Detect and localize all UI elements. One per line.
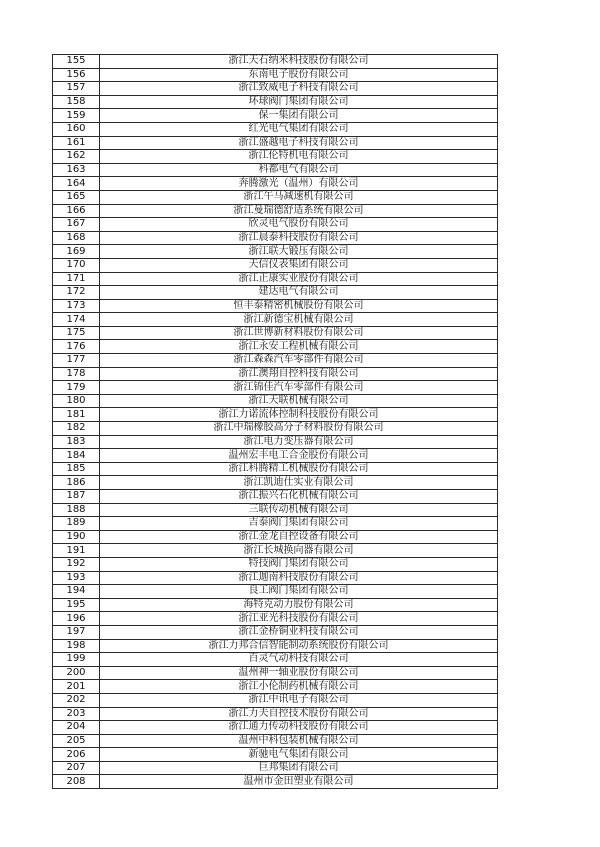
company-name-cell: 恒丰泰精密机械股份有限公司 [100, 299, 498, 313]
table-row [53, 122, 498, 136]
table-row [53, 422, 498, 436]
row-number-cell: 172 [53, 286, 100, 300]
company-name-cell: 浙江长城换向器有限公司 [100, 544, 498, 558]
row-number-cell: 166 [53, 204, 100, 218]
row-number-cell: 158 [53, 95, 100, 109]
row-number-cell: 188 [53, 503, 100, 517]
table-row [53, 354, 498, 368]
row-number-cell: 194 [53, 585, 100, 599]
company-name-cell: 浙江天石纳米科技股份有限公司 [100, 55, 498, 69]
row-number-cell: 171 [53, 272, 100, 286]
row-number-cell: 157 [53, 82, 100, 96]
company-name-cell: 红光电气集团有限公司 [100, 122, 498, 136]
table-row [53, 326, 498, 340]
company-name-cell: 三联传动机械有限公司 [100, 503, 498, 517]
company-name-cell: 吉泰阀门集团有限公司 [100, 517, 498, 531]
company-name-cell: 浙江世博新材料股份有限公司 [100, 326, 498, 340]
row-number-cell: 186 [53, 476, 100, 490]
row-number-cell: 170 [53, 258, 100, 272]
row-number-cell: 155 [53, 55, 100, 69]
row-number-cell: 169 [53, 245, 100, 259]
table-row [53, 598, 498, 612]
company-name-cell: 浙江亚光科技股份有限公司 [100, 612, 498, 626]
table-row [53, 408, 498, 422]
table-row [53, 190, 498, 204]
company-name-cell: 良工阀门集团有限公司 [100, 585, 498, 599]
row-number-cell: 195 [53, 598, 100, 612]
company-name-cell: 浙江通力传动科技股份有限公司 [100, 721, 498, 735]
row-number-cell: 160 [53, 122, 100, 136]
table-row [53, 653, 498, 667]
row-number-cell: 206 [53, 748, 100, 762]
company-name-cell: 浙江午马减速机有限公司 [100, 190, 498, 204]
table-row [53, 177, 498, 191]
company-name-cell: 浙江凯迪仕实业有限公司 [100, 476, 498, 490]
table-row [53, 299, 498, 313]
table-row [53, 109, 498, 123]
row-number-cell: 164 [53, 177, 100, 191]
company-name-cell: 特技阀门集团有限公司 [100, 557, 498, 571]
row-number-cell: 191 [53, 544, 100, 558]
row-number-cell: 197 [53, 625, 100, 639]
company-name-cell: 浙江永安工程机械有限公司 [100, 340, 498, 354]
company-name-cell: 巨邦集团有限公司 [100, 761, 498, 775]
row-number-cell: 184 [53, 449, 100, 463]
row-number-cell: 208 [53, 775, 100, 789]
table-row [53, 286, 498, 300]
row-number-cell: 185 [53, 462, 100, 476]
table-row [53, 163, 498, 177]
company-name-cell: 浙江新德宝机械有限公司 [100, 313, 498, 327]
table-row [53, 625, 498, 639]
company-name-cell: 建达电气有限公司 [100, 286, 498, 300]
company-name-cell: 浙江力诺流体控制科技股份有限公司 [100, 408, 498, 422]
table-row [53, 95, 498, 109]
table-row [53, 231, 498, 245]
company-name-cell: 浙江联大锻压有限公司 [100, 245, 498, 259]
row-number-cell: 174 [53, 313, 100, 327]
row-number-cell: 162 [53, 150, 100, 164]
row-number-cell: 192 [53, 557, 100, 571]
table-row [53, 82, 498, 96]
row-number-cell: 200 [53, 666, 100, 680]
table-row [53, 680, 498, 694]
company-name-cell: 浙江中瑞橡胶高分子材料股份有限公司 [100, 422, 498, 436]
row-number-cell: 187 [53, 490, 100, 504]
table-row [53, 55, 498, 69]
company-name-cell: 百灵气动科技有限公司 [100, 653, 498, 667]
table-row [53, 462, 498, 476]
table-row [53, 150, 498, 164]
company-name-cell: 天信仪表集团有限公司 [100, 258, 498, 272]
table-row [53, 435, 498, 449]
company-name-cell: 浙江致威电子科技有限公司 [100, 82, 498, 96]
row-number-cell: 175 [53, 326, 100, 340]
table-row [53, 612, 498, 626]
table-row [53, 258, 498, 272]
company-name-cell: 浙江澳翔自控科技有限公司 [100, 367, 498, 381]
table-row [53, 313, 498, 327]
company-name-cell: 浙江森森汽车零部件有限公司 [100, 354, 498, 368]
table-row [53, 775, 498, 789]
table-row [53, 585, 498, 599]
table-row [53, 394, 498, 408]
company-name-cell: 浙江天联机械有限公司 [100, 394, 498, 408]
table-row [53, 503, 498, 517]
table-row [53, 544, 498, 558]
company-name-cell: 浙江盛越电子科技有限公司 [100, 136, 498, 150]
row-number-cell: 173 [53, 299, 100, 313]
row-number-cell: 159 [53, 109, 100, 123]
company-name-cell: 温州中科包装机械有限公司 [100, 734, 498, 748]
table-row [53, 693, 498, 707]
row-number-cell: 204 [53, 721, 100, 735]
company-name-cell: 浙江科腾精工机械股份有限公司 [100, 462, 498, 476]
table-row [53, 666, 498, 680]
row-number-cell: 190 [53, 530, 100, 544]
company-name-cell: 浙江晨泰科技股份有限公司 [100, 231, 498, 245]
table-row [53, 761, 498, 775]
row-number-cell: 178 [53, 367, 100, 381]
company-name-cell: 保一集团有限公司 [100, 109, 498, 123]
row-number-cell: 183 [53, 435, 100, 449]
company-name-cell: 浙江迦南科技股份有限公司 [100, 571, 498, 585]
table-row [53, 721, 498, 735]
company-name-cell: 浙江力邦合信智能制动系统股份有限公司 [100, 639, 498, 653]
table-row [53, 490, 498, 504]
row-number-cell: 205 [53, 734, 100, 748]
table-row [53, 204, 498, 218]
company-name-cell: 温州市金田塑业有限公司 [100, 775, 498, 789]
row-number-cell: 156 [53, 68, 100, 82]
row-number-cell: 207 [53, 761, 100, 775]
company-name-cell: 奔腾激光（温州）有限公司 [100, 177, 498, 191]
company-name-cell: 海特克动力股份有限公司 [100, 598, 498, 612]
company-name-cell: 温州神一轴业股份有限公司 [100, 666, 498, 680]
table-row [53, 136, 498, 150]
company-name-cell: 浙江锦佳汽车零部件有限公司 [100, 381, 498, 395]
company-list-table [52, 54, 498, 789]
row-number-cell: 180 [53, 394, 100, 408]
row-number-cell: 193 [53, 571, 100, 585]
table-row [53, 557, 498, 571]
row-number-cell: 165 [53, 190, 100, 204]
company-name-cell: 浙江中讯电子有限公司 [100, 693, 498, 707]
row-number-cell: 199 [53, 653, 100, 667]
table-row [53, 530, 498, 544]
company-name-cell: 科都电气有限公司 [100, 163, 498, 177]
row-number-cell: 163 [53, 163, 100, 177]
table-row [53, 449, 498, 463]
row-number-cell: 161 [53, 136, 100, 150]
company-name-cell: 浙江伦特机电有限公司 [100, 150, 498, 164]
table-row [53, 381, 498, 395]
table-row [53, 707, 498, 721]
company-name-cell: 环球阀门集团有限公司 [100, 95, 498, 109]
company-name-cell: 浙江小伦制药机械有限公司 [100, 680, 498, 694]
row-number-cell: 202 [53, 693, 100, 707]
company-name-cell: 新驰电气集团有限公司 [100, 748, 498, 762]
table-row [53, 639, 498, 653]
row-number-cell: 198 [53, 639, 100, 653]
company-name-cell: 浙江力夫自控技术股份有限公司 [100, 707, 498, 721]
row-number-cell: 201 [53, 680, 100, 694]
table-row [53, 245, 498, 259]
row-number-cell: 168 [53, 231, 100, 245]
company-name-cell: 欣灵电气股份有限公司 [100, 218, 498, 232]
row-number-cell: 181 [53, 408, 100, 422]
row-number-cell: 182 [53, 422, 100, 436]
table-row [53, 272, 498, 286]
company-name-cell: 浙江正康实业股份有限公司 [100, 272, 498, 286]
company-name-cell: 浙江金龙自控设备有限公司 [100, 530, 498, 544]
company-name-cell: 温州宏丰电工合金股份有限公司 [100, 449, 498, 463]
table-row [53, 734, 498, 748]
row-number-cell: 189 [53, 517, 100, 531]
row-number-cell: 176 [53, 340, 100, 354]
table-row [53, 68, 498, 82]
company-name-cell: 浙江电力变压器有限公司 [100, 435, 498, 449]
company-name-cell: 东南电子股份有限公司 [100, 68, 498, 82]
row-number-cell: 196 [53, 612, 100, 626]
company-name-cell: 浙江曼瑞德舒适系统有限公司 [100, 204, 498, 218]
row-number-cell: 179 [53, 381, 100, 395]
table-row [53, 517, 498, 531]
row-number-cell: 167 [53, 218, 100, 232]
table-row [53, 340, 498, 354]
table-body [53, 55, 498, 789]
table-row [53, 218, 498, 232]
row-number-cell: 203 [53, 707, 100, 721]
table-row [53, 367, 498, 381]
company-name-cell: 浙江振兴石化机械有限公司 [100, 490, 498, 504]
row-number-cell: 177 [53, 354, 100, 368]
table-row [53, 476, 498, 490]
table-row [53, 748, 498, 762]
table-row [53, 571, 498, 585]
company-name-cell: 浙江金桥铜业科技有限公司 [100, 625, 498, 639]
